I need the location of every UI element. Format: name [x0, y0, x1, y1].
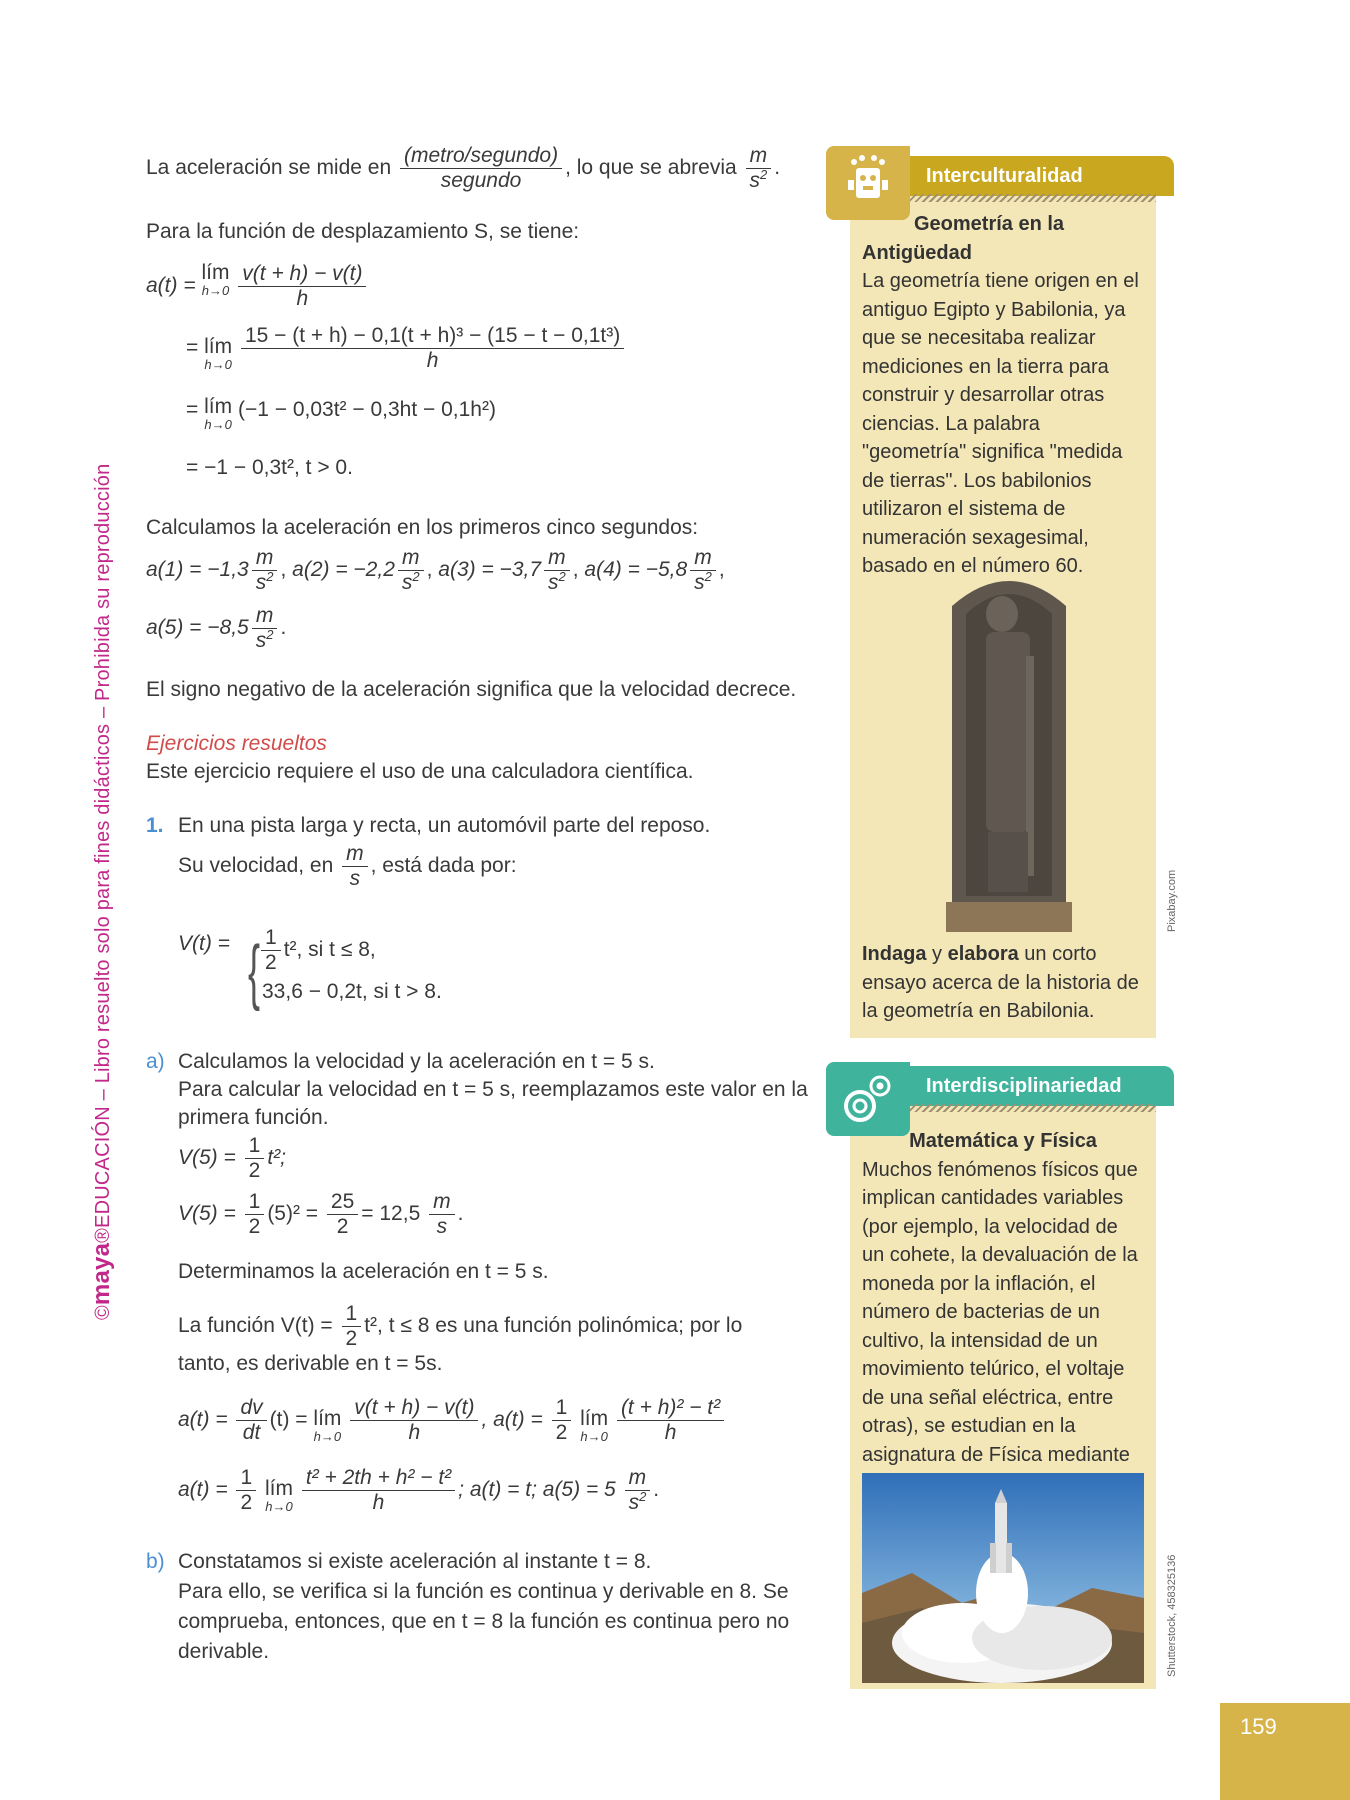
part-b-line-2: Para ello, se verifica si la función es continua y derivable en 8. Se [178, 1580, 789, 1603]
accel-values-row: a(1) = −1,3 $\frac{m}{s^2}$ , a(2) = −2,2 $\frac{m}{s^2}$ , a(3) = −3,7 $\frac{m}{s^2}$ , a(4) = −5,8 $\frac{m}{s^2}$ , [146, 546, 725, 594]
interdisciplinariedad-box [850, 1105, 1178, 1689]
equation-result: a(t) = $\frac{1}{2}$ lím h→0 $\frac{\text{t² + 2th + h² − t²}}{h}$ ; a(t) = t; a(5) = 5 $\frac{m}{s^2}$ . [178, 1466, 660, 1514]
interculturalidad-box [850, 190, 1178, 1038]
spiral-icon [826, 1062, 910, 1136]
curly-brace: { [248, 932, 261, 1012]
copyright-vertical: ©maya®EDUCACIÓN – Libro resuelto solo para fines didácticos – Prohibida su reproducción [88, 463, 115, 1320]
piecewise-case-1: $\frac{1}{2}$ t², si t ≤ 8, [258, 926, 376, 975]
box2-header: Interdisciplinariedad [908, 1066, 1174, 1106]
box2-text: Muchos fenómenos físicos que implican cantidades variables (por ejemplo, la velocidad de un cohete, la devaluación de la moneda por la inflación, el número de bacterias de un cultivo, la intensidad de un movimiento telúrico, el voltaje de una señal eléctrica, entre otras), se estudian en la asignatura de Física mediante [862, 1158, 1138, 1466]
section-title-ejercicios: Ejercicios resueltos [146, 732, 327, 755]
equation-2: = lím h→0 $\frac{\text{15 − (t + h) − 0,1(t + h)³ − (15 − t − 0,1t³)}}{h}$ [186, 324, 627, 373]
page-number: 159 [1220, 1703, 1350, 1800]
box1-header-stripe [908, 194, 1156, 202]
equation-3: = lím h→0 (−1 − 0,03t² − 0,3ht − 0,1h²) [186, 395, 496, 432]
exercise-number: 1. [146, 814, 164, 837]
paragraph-sign: El signo negativo de la aceleración significa que la velocidad decrece. [146, 678, 797, 701]
paragraph-function-2: tanto, es derivable en t = 5s. [178, 1352, 443, 1375]
part-b-line-1: Constatamos si existe aceleración al instante t = 8. [178, 1550, 652, 1573]
part-b-line-4: derivable. [178, 1640, 270, 1663]
box1-credit: Pixabay.com [1166, 869, 1178, 932]
stele-image [946, 566, 1072, 932]
equation-V5-a: V(5) = $\frac{1}{2}$ t²; [178, 1134, 286, 1182]
equation-4: = −1 − 0,3t², t > 0. [186, 456, 353, 479]
box1-text: La geometría tiene origen en el antiguo Egipto y Babilonia, ya que se necesitaba realizar mediciones en la tierra para construir y desarrollar otras ciencias. La palabra "geometría" significa "medida de tierras". Los babilonios utilizaron el sistema de numeración sexagesimal, basado en el número 60. [862, 270, 1139, 577]
paragraph-function: La función V(t) = $\frac{1}{2}$ t², t ≤ 8 es una función polinómica; por lo [178, 1302, 743, 1350]
box2-credit: Shutterstock, 458325136 [1166, 1554, 1178, 1677]
part-a-line-3: primera función. [178, 1106, 329, 1129]
ejercicios-intro: Este ejercicio requiere el uso de una calculadora científica. [146, 760, 694, 783]
part-b-line-3: comprueba, entonces, que en t = 8 la función es continua pero no [178, 1610, 790, 1633]
culture-icon [826, 146, 910, 220]
paragraph-determine: Determinamos la aceleración en t = 5 s. [178, 1260, 549, 1283]
box2-header-stripe [908, 1104, 1156, 1112]
label-b: b) [146, 1550, 165, 1573]
part-a-line-2: Para calcular la velocidad en t = 5 s, reemplazamos este valor en la [178, 1078, 808, 1101]
units-fraction: $\frac{\text{(metro/segundo)}}{\text{segundo}}$ [400, 144, 562, 193]
equation-V5-b: V(5) = $\frac{1}{2}$ (5)² = $\frac{25}{2}$ = 12,5 $\frac{m}{s}$ . [178, 1190, 464, 1238]
equation-1: a(t) = lím h→0 $\frac{v(t + h) - v(t)}{h}$ [146, 262, 369, 311]
piecewise-label: V(t) = [178, 932, 230, 955]
paragraph-displacement: Para la función de desplazamiento S, se tiene: [146, 220, 580, 243]
exercise-statement: En una pista larga y recta, un automóvil parte del reposo. [178, 814, 711, 837]
box1-header: Interculturalidad [908, 156, 1174, 196]
equation-derivative: a(t) = $\frac{dv}{dt}$ (t) = lím h→0 $\frac{v(t + h) - v(t)}{h}$ , a(t) = $\frac{1}{2}$ lím h→0 $\frac{\text{(t + h)² − t²}}{h}$ [178, 1396, 727, 1445]
box1-title: Geometría en la Antigüedad [862, 213, 1065, 264]
box2-title: Matemática y Física [909, 1130, 1097, 1152]
part-a-line-1: Calculamos la velocidad y la aceleración en t = 5 s. [178, 1050, 655, 1073]
paragraph-calc: Calculamos la aceleración en los primeros cinco segundos: [146, 516, 699, 539]
exercise-velocity-line: Su velocidad, en $\frac{m}{s}$ , está dada por: [178, 842, 517, 890]
label-a: a) [146, 1050, 165, 1073]
units-line: La aceleración se mide en $\frac{\text{(metro/segundo)}}{\text{segundo}}$ , lo que se abrevia $\frac{m}{s^2}$ . [146, 144, 781, 192]
box1-task: Indaga y elabora un corto ensayo acerca de la historia de la geometría en Babilonia. [862, 943, 1139, 1022]
accel-value-5: a(5) = −8,5 $\frac{m}{s^2}$ . [146, 604, 287, 652]
rocket-image [862, 1473, 1144, 1683]
piecewise-case-2: 33,6 − 0,2t, si t > 8. [262, 980, 442, 1003]
